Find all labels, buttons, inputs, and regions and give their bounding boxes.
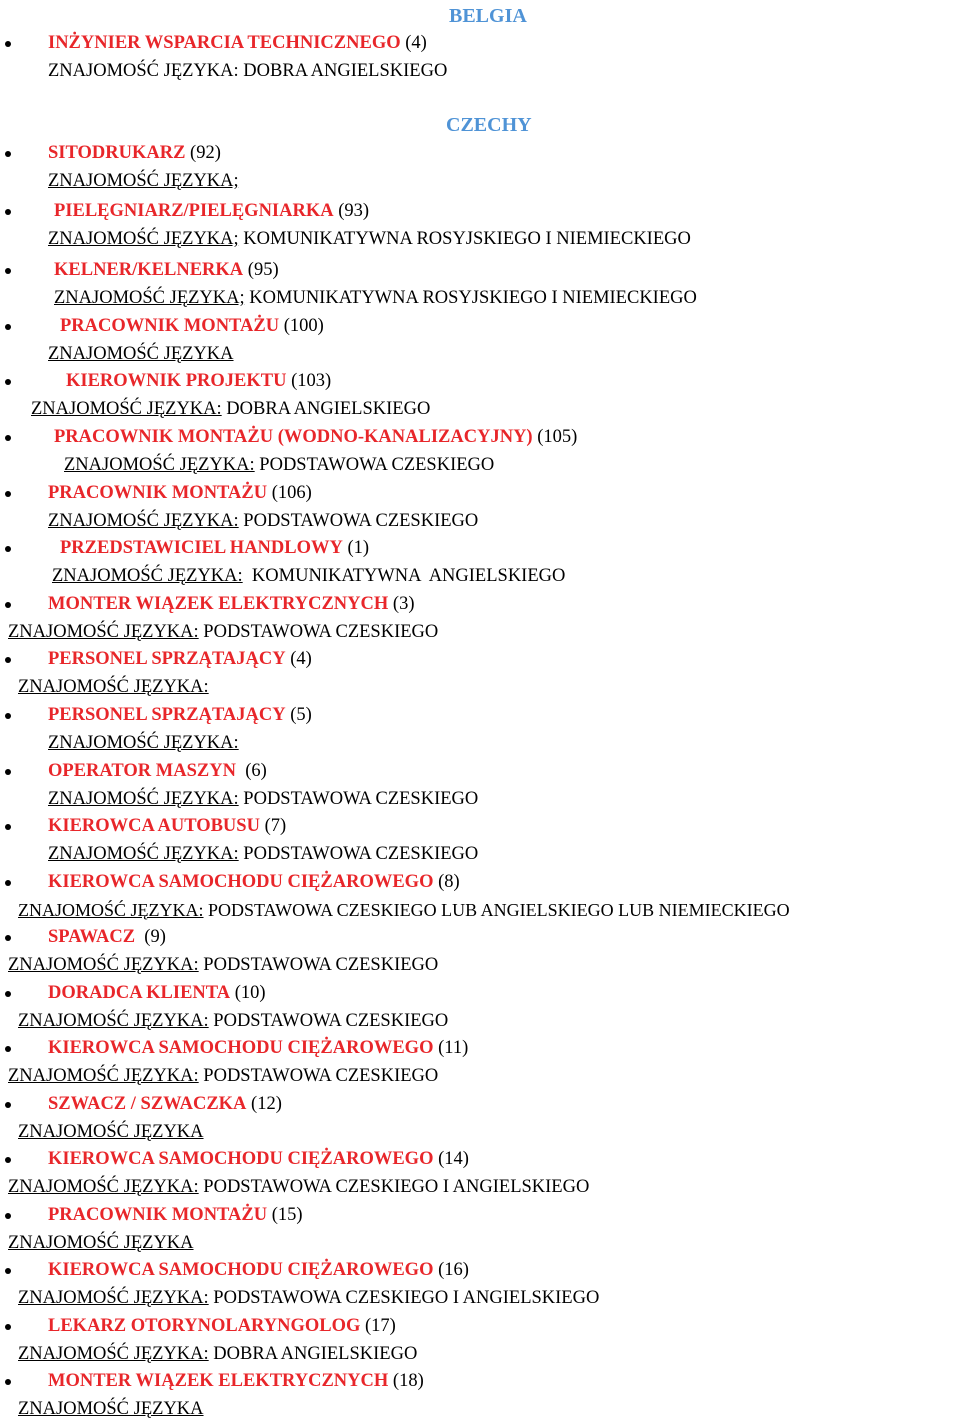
job-offer-number: (12) (246, 1094, 282, 1114)
job-entry (0, 1315, 960, 1371)
language-requirement (52, 565, 565, 587)
language-requirement (31, 398, 430, 420)
language-requirement (48, 343, 234, 365)
job-entry (0, 1259, 960, 1315)
job-entry (0, 1037, 960, 1093)
bullet-icon (5, 268, 11, 274)
job-title: PERSONEL SPRZĄTAJĄCY (48, 705, 286, 725)
job-offer-number: (14) (433, 1149, 469, 1169)
language-value: PODSTAWOWA CZESKIEGO (198, 1066, 439, 1086)
job-entry (0, 815, 960, 871)
language-label: ZNAJOMOŚĆ JĘZYKA: (8, 955, 199, 975)
job-offer-number: (6) (235, 761, 267, 781)
job-title-line (48, 593, 414, 615)
job-entry (0, 426, 960, 482)
job-title: PRACOWNIK MONTAŻU (60, 316, 280, 336)
job-offer-number: (10) (230, 983, 266, 1003)
job-offer-number: (7) (259, 816, 287, 836)
job-offer-number: (103) (286, 371, 332, 391)
job-title-line (66, 370, 331, 392)
job-entry (0, 537, 960, 593)
language-value: KOMUNIKATYWNA ROSYJSKIEGO I NIEMIECKIEGO (238, 229, 691, 249)
language-label: ZNAJOMOŚĆ JĘZYKA: (8, 622, 199, 642)
language-label: ZNAJOMOŚĆ JĘZYKA: (18, 1288, 209, 1308)
job-title: PRACOWNIK MONTAŻU (48, 483, 268, 503)
job-entry (0, 200, 960, 256)
job-offer-number: (15) (267, 1205, 303, 1225)
language-requirement (8, 621, 438, 643)
job-offer-number: (95) (243, 260, 279, 280)
language-requirement (18, 676, 209, 698)
job-title-line (48, 1037, 468, 1059)
language-label: ZNAJOMOŚĆ JĘZYKA: (48, 733, 239, 753)
language-label: ZNAJOMOŚĆ JĘZYKA: (18, 677, 209, 697)
bullet-icon (5, 880, 11, 886)
language-requirement (48, 843, 478, 865)
language-requirement (8, 1232, 194, 1254)
language-value: PODSTAWOWA CZESKIEGO I ANGIELSKIEGO (198, 1177, 590, 1197)
job-title: PERSONEL SPRZĄTAJĄCY (48, 649, 286, 669)
language-requirement (48, 788, 478, 810)
language-label: ZNAJOMOŚĆ JĘZYKA; (48, 229, 239, 249)
job-title: KIEROWCA AUTOBUSU (48, 816, 260, 836)
job-entry (0, 482, 960, 538)
language-requirement (48, 60, 447, 82)
job-entry (0, 142, 960, 198)
job-title-line (48, 648, 312, 670)
bullet-icon (5, 1324, 11, 1330)
job-entry (0, 259, 960, 315)
language-requirement (18, 1121, 204, 1143)
language-requirement (48, 510, 478, 532)
job-entry (0, 1148, 960, 1204)
job-title-line (48, 142, 221, 164)
bullet-icon (5, 546, 11, 552)
job-offer-number: (4) (285, 649, 312, 669)
language-value: PODSTAWOWA CZESKIEGO (238, 511, 479, 531)
bullet-icon (5, 435, 11, 441)
job-title-line (48, 982, 266, 1004)
language-label: ZNAJOMOŚĆ JĘZYKA (18, 1122, 204, 1142)
language-value: DOBRA ANGIELSKIEGO (208, 1344, 418, 1364)
language-requirement (48, 732, 239, 754)
job-entry (0, 32, 960, 88)
job-title-line (48, 482, 312, 504)
job-title: PIELĘGNIARZ/PIELĘGNIARKA (54, 201, 334, 221)
language-requirement (18, 1343, 417, 1365)
country-heading-czechy: CZECHY (446, 114, 532, 136)
job-entry (0, 760, 960, 816)
language-requirement (8, 1176, 589, 1198)
language-value: PODSTAWOWA CZESKIEGO (238, 844, 479, 864)
job-title: SZWACZ / SZWACZKA (48, 1094, 247, 1114)
job-title: INŻYNIER WSPARCIA TECHNICZNEGO (48, 33, 401, 53)
job-title: KIEROWCA SAMOCHODU CIĘŻAROWEGO (48, 1149, 434, 1169)
bullet-icon (5, 991, 11, 997)
job-title: PRZEDSTAWICIEL HANDLOWY (60, 538, 343, 558)
language-requirement (64, 454, 494, 476)
job-offer-number: (1) (342, 538, 370, 558)
job-title: PRACOWNIK MONTAŻU (48, 1205, 268, 1225)
job-offer-number: (17) (360, 1316, 396, 1336)
language-requirement (18, 1398, 204, 1420)
bullet-icon (5, 602, 11, 608)
language-value: KOMUNIKATYWNA ANGIELSKIEGO (242, 566, 566, 586)
language-value: PODSTAWOWA CZESKIEGO (254, 455, 495, 475)
bullet-icon (5, 824, 11, 830)
language-requirement (8, 954, 438, 976)
bullet-icon (5, 491, 11, 497)
job-title-line (48, 926, 166, 948)
language-value: PODSTAWOWA CZESKIEGO (198, 955, 439, 975)
bullet-icon (5, 713, 11, 719)
job-entry (0, 982, 960, 1038)
language-value: PODSTAWOWA CZESKIEGO I ANGIELSKIEGO (208, 1288, 600, 1308)
language-requirement (8, 1065, 438, 1087)
language-label: ZNAJOMOŚĆ JĘZYKA: (48, 511, 239, 531)
language-requirement (48, 228, 691, 250)
job-title-line (48, 1315, 396, 1337)
job-title-line (48, 871, 460, 893)
job-offer-number: (92) (185, 143, 221, 163)
bullet-icon (5, 1102, 11, 1108)
language-requirement (18, 1287, 599, 1309)
bullet-icon (5, 1157, 11, 1163)
job-title-line (48, 760, 267, 782)
job-title: SPAWACZ (48, 927, 136, 947)
job-offer-number: (18) (388, 1371, 424, 1391)
language-label: ZNAJOMOŚĆ JĘZYKA (48, 344, 234, 364)
language-label: ZNAJOMOŚĆ JĘZYKA: (18, 1344, 209, 1364)
language-label: ZNAJOMOŚĆ JĘZYKA: (18, 900, 204, 920)
job-entry (0, 926, 960, 982)
language-label: ZNAJOMOŚĆ JĘZYKA; (48, 171, 239, 191)
job-title: PRACOWNIK MONTAŻU (WODNO-KANALIZACYJNY) (54, 427, 533, 447)
country-heading-belgia: BELGIA (449, 5, 527, 27)
job-title: MONTER WIĄZEK ELEKTRYCZNYCH (48, 1371, 389, 1391)
language-value: PODSTAWOWA CZESKIEGO (198, 622, 439, 642)
language-value: PODSTAWOWA CZESKIEGO LUB ANGIELSKIEGO LUB NIEMIECKIEGO (203, 900, 790, 920)
job-title: KIEROWCA SAMOCHODU CIĘŻAROWEGO (48, 1038, 434, 1058)
job-entry (0, 593, 960, 649)
job-entry (0, 704, 960, 760)
language-requirement (18, 1010, 448, 1032)
language-label: ZNAJOMOŚĆ JĘZYKA: (8, 1177, 199, 1197)
job-offer-number: (9) (135, 927, 166, 947)
language-label: ZNAJOMOŚĆ JĘZYKA: (18, 1011, 209, 1031)
bullet-icon (5, 935, 11, 941)
language-requirement (48, 170, 239, 192)
language-label: ZNAJOMOŚĆ JĘZYKA: (52, 566, 243, 586)
bullet-icon (5, 209, 11, 215)
job-entry (0, 1370, 960, 1420)
job-title-line (48, 815, 286, 837)
job-title: KELNER/KELNERKA (54, 260, 244, 280)
language-label: ZNAJOMOŚĆ JĘZYKA: (31, 399, 222, 419)
bullet-icon (5, 1268, 11, 1274)
job-offer-number: (8) (433, 872, 460, 892)
job-title-line (54, 259, 279, 281)
language-label: ZNAJOMOŚĆ JĘZYKA; (54, 288, 245, 308)
language-requirement (18, 899, 790, 921)
job-entry (0, 871, 960, 927)
job-entry (0, 648, 960, 704)
job-offer-number: (5) (285, 705, 312, 725)
job-offer-number: (105) (532, 427, 578, 447)
job-offer-number: (11) (433, 1038, 469, 1058)
job-title: DORADCA KLIENTA (48, 983, 231, 1003)
job-title-line (48, 1204, 303, 1226)
language-value: PODSTAWOWA CZESKIEGO (208, 1011, 449, 1031)
job-title: KIEROWCA SAMOCHODU CIĘŻAROWEGO (48, 872, 434, 892)
language-requirement (54, 287, 697, 309)
job-title: OPERATOR MASZYN (48, 761, 236, 781)
language-label: ZNAJOMOŚĆ JĘZYKA: (64, 455, 255, 475)
job-title-line (48, 1148, 469, 1170)
job-title-line (48, 1093, 282, 1115)
job-offer-number: (16) (433, 1260, 469, 1280)
language-label: ZNAJOMOŚĆ JĘZYKA: (48, 789, 239, 809)
job-offer-number: (93) (333, 201, 370, 221)
job-title: MONTER WIĄZEK ELEKTRYCZNYCH (48, 594, 389, 614)
job-offer-number: (4) (400, 33, 427, 53)
job-title: LEKARZ OTORYNOLARYNGOLOG (48, 1316, 361, 1336)
job-title-line (48, 1259, 469, 1281)
bullet-icon (5, 324, 11, 330)
job-title-line (48, 704, 312, 726)
job-offer-number: (3) (388, 594, 415, 614)
job-offer-number: (106) (267, 483, 312, 503)
job-entry (0, 315, 960, 371)
language-label: ZNAJOMOŚĆ JĘZYKA (18, 1399, 204, 1419)
bullet-icon (5, 1213, 11, 1219)
job-title-line (54, 200, 369, 222)
job-title-line (60, 315, 324, 337)
language-label: ZNAJOMOŚĆ JĘZYKA: (8, 1066, 199, 1086)
job-entry (0, 370, 960, 426)
bullet-icon (5, 1046, 11, 1052)
job-title: KIEROWCA SAMOCHODU CIĘŻAROWEGO (48, 1260, 434, 1280)
job-title-line (48, 32, 427, 54)
job-offer-number: (100) (279, 316, 324, 336)
language-value: KOMUNIKATYWNA ROSYJSKIEGO I NIEMIECKIEGO (244, 288, 697, 308)
bullet-icon (5, 379, 11, 385)
job-title-line (48, 1370, 424, 1392)
language-value: PODSTAWOWA CZESKIEGO (238, 789, 479, 809)
bullet-icon (5, 769, 11, 775)
job-title-line (54, 426, 577, 448)
job-entry (0, 1093, 960, 1149)
language-label: ZNAJOMOŚĆ JĘZYKA (8, 1233, 194, 1253)
language-label: ZNAJOMOŚĆ JĘZYKA: (48, 844, 239, 864)
job-title: SITODRUKARZ (48, 143, 186, 163)
language-value: DOBRA ANGIELSKIEGO (221, 399, 431, 419)
bullet-icon (5, 151, 11, 157)
job-entry (0, 1204, 960, 1260)
bullet-icon (5, 657, 11, 663)
bullet-icon (5, 1379, 11, 1385)
language-value: DOBRA ANGIELSKIEGO (238, 61, 448, 81)
job-title: KIEROWNIK PROJEKTU (66, 371, 287, 391)
language-label: ZNAJOMOŚĆ JĘZYKA: (48, 61, 239, 81)
job-title-line (60, 537, 369, 559)
bullet-icon (5, 41, 11, 47)
